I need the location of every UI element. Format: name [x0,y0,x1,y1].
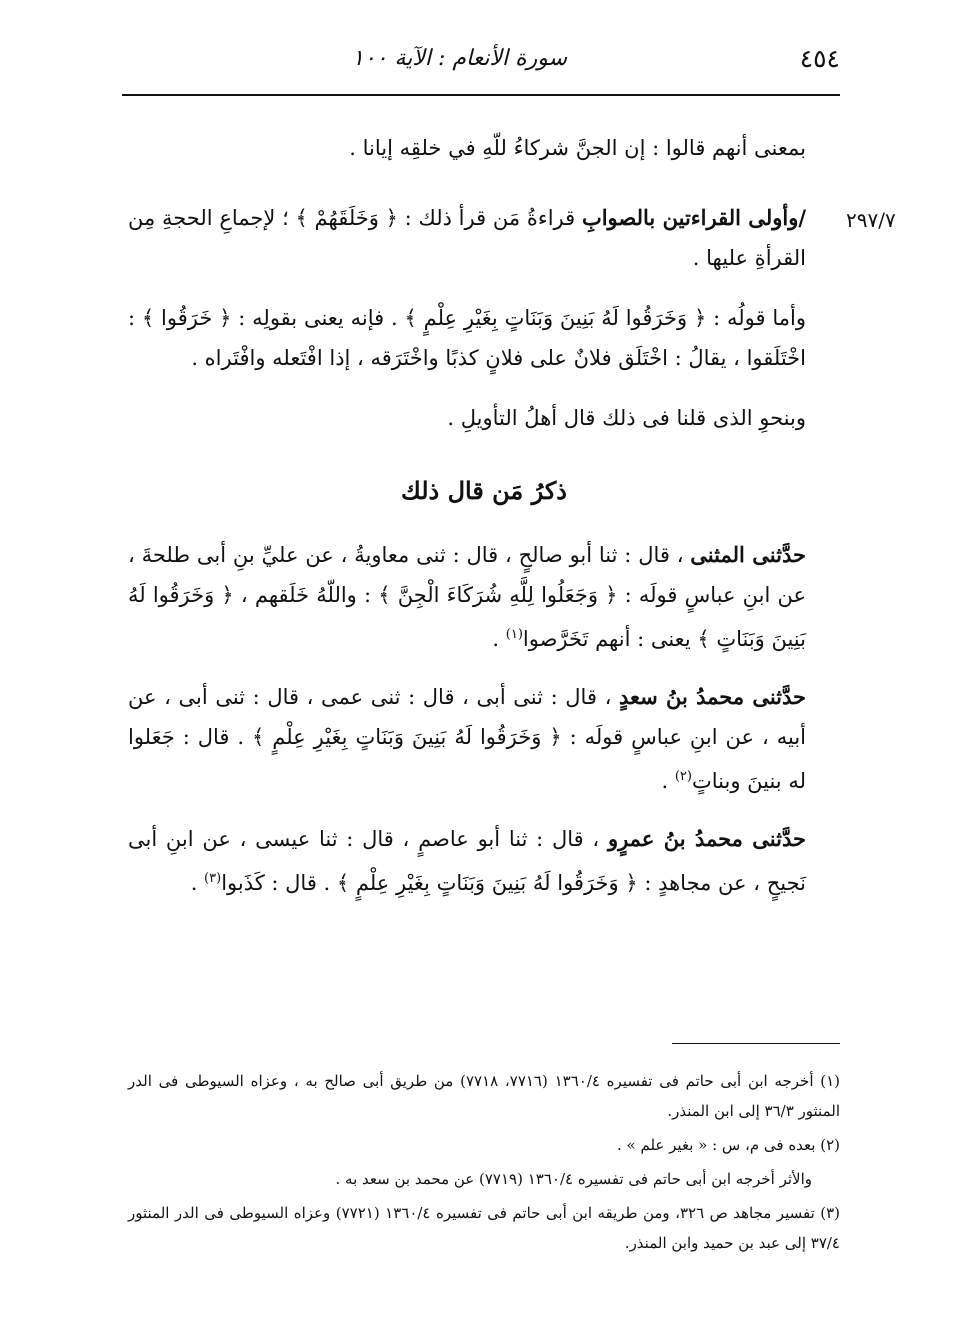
footnotes [128,1066,840,1262]
narration-3-text: ، قال : ثنا أبو عاصمٍ ، قال : ثنا عيسى ، عن ابنِ أبى نَجيحٍ ، عن مجاهدٍ : ﴿ وَخَرَقُوا لَهُ بَنِينَ وَبَنَاتٍ بِغَيْرِ عِلْمٍ ﴾ . قال : كَذَبوا [128,827,806,895]
narration-1 [128,535,840,659]
page-number: ٤٥٤ [799,44,840,73]
footnote-3: (٣) تفسير مجاهد ص ٣٢٦، ومن طريقه ابن أبى حاتم فى تفسيره ١٣٦٠/٤ (٧٧٢١) وعزاه السيوطى فى الدر المنثور ٣٧/٤ إلى عبد بن حميد وابن المنذر. [128,1204,841,1252]
paragraph-2-lead: /وأولى القراءتين بالصوابِ [581,205,806,230]
narration-3-end: . [190,871,205,895]
margin-reference: ٢٩٧/٧ [846,208,896,232]
paragraph-3: وأما قولُه : ﴿ وَخَرَقُوا لَهُ بَنِينَ وَبَنَاتٍ بِغَيْرِ عِلْمٍ ﴾ . فإنه يعنى بقولِه : ﴿ خَرَقُوا ﴾ : اخْتَلَقوا ، يقالُ : اخْتَلَق فلانٌ على فلانٍ كذبًا واخْتَرَقه ، إذا افْتَعله وافْتَراه . [128,306,806,370]
paragraph-2 [128,198,840,278]
narration-2-lead: حدَّثنى محمدُ بنُ سعدٍ [619,684,807,709]
page-header [122,38,840,94]
running-title: سورة الأنعام : الآية ١٠٠ [352,46,568,71]
paragraph-4: وبنحوِ الذى قلنا فى ذلك قال أهلُ التأويلِ . [447,406,806,430]
narration-2-text: ، قال : ثنى أبى ، قال : ثنى عمى ، قال : ثنى أبى ، عن أبيه ، عن ابنِ عباسٍ قولَه : ﴿ وَخَرَقُوا لَهُ بَنِينَ وَبَنَاتٍ بِغَيْرِ عِلْمٍ ﴾ . قال : جَعَلوا له بنينَ وبناتٍ [128,685,806,793]
footnote-marker-3: (٣) [204,871,222,886]
narration-3 [128,819,840,903]
narration-2-end: . [661,769,675,793]
footnote-2: (٢) بعده فى م، س : « بغير علم » . [617,1136,840,1154]
footnote-marker-1: (١) [505,627,523,642]
narration-1-text: ، قال : ثنا أبو صالحٍ ، قال : ثنى معاويةُ ، عن عليِّ بنِ أبى طلحةَ ، عن ابنِ عباسٍ قولَه : ﴿ وَجَعَلُوا لِلَّهِ شُرَكَاءَ الْجِنَّ ﴾ : واللّهُ خَلَقهم ، ﴿ وَخَرَقُوا لَهُ بَنِينَ وَبَنَاتٍ ﴾ يعنى : أنهم تَخَرَّصوا [128,543,806,651]
footnote-1: (١) أخرجه ابن أبى حاتم فى تفسيره ١٣٦٠/٤ (٧٧١٦، ٧٧١٨) من طريق أبى صالح به ، وعزاه السيوطى فى الدر المنثور ٣٦/٣ إلى ابن المنذر. [128,1072,841,1120]
footnote-marker-2: (٢) [674,769,692,784]
header-divider [122,94,840,96]
main-text [128,128,840,903]
section-heading: ذكرُ مَن قال ذلك [401,476,567,505]
footnote-2-continued: والأثر أخرجه ابن أبى حاتم فى تفسيره ١٣٦٠/٤ (٧٧١٩) عن محمد بن سعد به . [335,1170,812,1188]
narration-2 [128,677,840,801]
narration-3-lead: حدَّثنى محمدُ بنُ عمرٍو [607,826,806,851]
paragraph-2-text: قراءةُ مَن قرأ ذلك : ﴿ وَخَلَقَهُمْ ﴾ ؛ لإجماعِ الحجةِ مِن القرأةِ عليها . [128,206,806,270]
footnote-divider [672,1043,840,1044]
narration-1-end: . [492,627,506,651]
paragraph-1: بمعنى أنهم قالوا : إن الجنَّ شركاءُ للّهِ في خلقِه إيانا . [349,136,806,160]
narration-1-lead: حدَّثنى المثنى [690,542,806,567]
